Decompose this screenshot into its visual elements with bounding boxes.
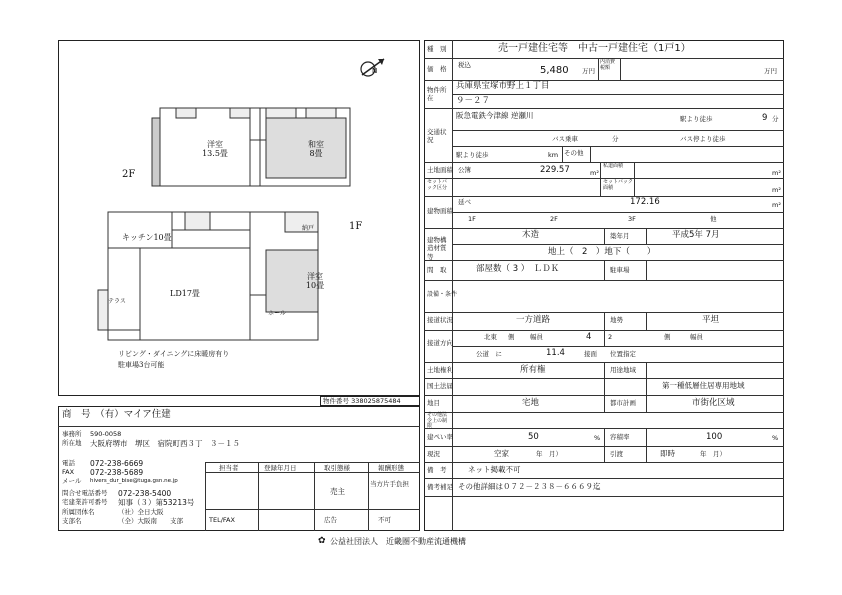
ad-value: 不可 <box>378 516 391 524</box>
setback-area-label: セットバック面積 <box>603 179 633 191</box>
office-zip: 590-0058 <box>90 430 122 438</box>
company-inquiry: 072-238-5400 <box>118 489 172 498</box>
company-assoc: （社）全日大阪 <box>118 508 164 516</box>
assoc-label: 所属団体名 <box>62 508 95 516</box>
bcr-label: 建ぺい率 <box>427 433 453 441</box>
total-floor-value: 172.16 <box>630 197 660 207</box>
company-name: 商 号 （有）マイア住建 <box>62 409 171 420</box>
road-status-value: 一方道路 <box>516 315 551 325</box>
frontage-pos: 2 <box>608 333 613 341</box>
tax-amount-label: 内消費税額 <box>600 59 616 71</box>
license-label: 宅建業許可番号 <box>62 498 108 506</box>
terrace-label: テラス <box>108 298 126 305</box>
phone-label: 電話 <box>62 459 75 467</box>
land-rights-label: 土地権利 <box>427 366 453 374</box>
other-label: その他 <box>564 149 584 157</box>
compass-icon <box>358 55 388 81</box>
far-value: 100 <box>706 432 723 442</box>
delivery-date: 年 月） <box>700 450 726 458</box>
position-label: 位置指定 <box>610 350 636 358</box>
frontage-value: 4 <box>586 332 592 342</box>
road-direction-value: 北東 <box>484 333 497 341</box>
price-value: 5,480 <box>540 65 569 76</box>
land-area-value: 229.57 <box>540 165 570 175</box>
company-email: hivers_dur_bise@tuga.gsn.ne.jp <box>90 478 178 484</box>
branch-label: 支部名 <box>62 517 82 525</box>
email-label: メール <box>62 477 82 485</box>
price-unit: 万円 <box>582 67 595 75</box>
setback-area-unit: m² <box>772 186 781 194</box>
bcr-value: 50 <box>528 432 539 442</box>
company-fax: 072-238-5689 <box>90 468 144 477</box>
topography-label: 地勢 <box>610 316 623 324</box>
footer-organization: 公益社団法人 近畿圏不動産流通機構 <box>330 537 466 546</box>
contact-label: 接面 <box>584 350 597 358</box>
company-branch: （全）大阪南 支部 <box>118 517 183 525</box>
public-record-label: 公簿 <box>458 166 471 174</box>
station-walk-label: 駅より徒歩 <box>456 151 489 159</box>
floor-plan-drawing <box>90 100 363 350</box>
setback-label: セットバック区分 <box>427 179 448 191</box>
address-label: 所在地 <box>62 439 82 447</box>
room-kitchen: キッチン10畳 <box>122 233 172 242</box>
ad-label: 広告 <box>324 516 337 524</box>
layout-value: 部屋数（ 3 ） ＬＤＫ <box>476 264 560 274</box>
address-line-2: ９－２７ <box>456 96 491 106</box>
floor2-area-label: 2F <box>550 215 558 223</box>
total-floor-label: 延べ <box>458 198 471 206</box>
remarks-extra-label: 備考補足 <box>427 483 453 491</box>
private-road-unit: m² <box>772 169 781 177</box>
delivery-label: 引渡 <box>610 450 623 458</box>
reg-label: 登録年月日 <box>264 464 297 472</box>
transport-label: 交通状況 <box>427 128 447 145</box>
city-plan-value: 市街化区域 <box>692 398 735 408</box>
floor1-area-label: 1F <box>468 215 476 223</box>
road-status-label: 接道状況 <box>427 316 453 324</box>
land-area-label: 土地面積 <box>427 166 453 174</box>
land-category-value: 宅地 <box>522 398 540 408</box>
road-direction-label: 接道方向 <box>427 339 453 347</box>
remarks-extra-value: その他詳細は０７２－２３８－６６６９迄 <box>458 482 601 491</box>
type-label: 種 別 <box>427 45 447 53</box>
floor2-label: 2F <box>122 169 136 180</box>
closet-label: 納戸 <box>302 225 315 232</box>
railway-value: 阪急電鉄今津線 逆瀬川 <box>456 111 534 120</box>
room-japanese-2f: 和室 8畳 <box>308 140 324 159</box>
room-ld: LD17畳 <box>170 289 200 298</box>
total-floor-unit: m² <box>772 201 781 209</box>
company-license: 知事（３）第53213号 <box>118 498 195 507</box>
frontage-side: 側 <box>664 333 671 341</box>
road-side-label: 側 <box>508 333 515 341</box>
parking-label: 駐車場 <box>610 266 630 274</box>
delivery-value: 即時 <box>660 449 675 458</box>
remarks-value: ネット掲載不可 <box>468 465 521 474</box>
usage-zone-value: 第一種低層住居専用地域 <box>662 381 745 390</box>
object-number: 物件番号 338025875484 <box>323 397 401 405</box>
tax-amount-unit: 万円 <box>764 67 777 75</box>
bcr-unit: % <box>594 434 601 442</box>
bus-stop-label: バス停より徒歩 <box>680 135 726 143</box>
hall-label: ホール <box>268 310 286 317</box>
deal-label: 取引態様 <box>324 464 350 472</box>
building-area-label: 建物面積 <box>427 207 453 215</box>
floorplan-note-2: 駐車場3台可能 <box>118 361 165 369</box>
inquiry-label: 問合せ電話番号 <box>62 489 108 497</box>
structure-label: 建物構造材質等 <box>427 236 447 261</box>
road-width-label: 幅員 <box>530 333 543 341</box>
location-label: 物件所在 <box>427 86 447 103</box>
person-label: 担当者 <box>219 464 239 472</box>
fee-label: 報酬形態 <box>378 464 404 472</box>
price-label: 価 格 <box>427 65 447 73</box>
land-area-unit: m² <box>590 169 599 177</box>
city-plan-label: 都市計画 <box>610 399 636 407</box>
footer-logo-icon: ✿ <box>318 536 326 546</box>
address-line-1: 兵庫県宝塚市野上１丁目 <box>456 81 550 91</box>
structure-value: 木造 <box>522 230 540 240</box>
phone-fax-label: TEL/FAX <box>209 516 235 524</box>
office-label: 事務所 <box>62 430 82 438</box>
company-address: 大阪府堺市 堺区 宿院町西３丁 ３－１５ <box>90 439 240 448</box>
topography-value: 平坦 <box>702 315 720 325</box>
walk-unit: 分 <box>772 115 779 123</box>
status-date: 年 月） <box>536 450 562 458</box>
far-unit: % <box>772 434 779 442</box>
other-restrictions-label: その他法令上の制限 <box>427 412 448 429</box>
fee-value: 当方片手負担 <box>370 480 409 488</box>
walk-minutes: 9 <box>762 113 768 123</box>
far-label: 容積率 <box>610 433 630 441</box>
other-area-label: 他 <box>710 215 717 223</box>
status-label: 現況 <box>427 450 440 458</box>
public-road-label: 公道 に <box>476 350 502 358</box>
land-law-label: 国土法届 <box>427 382 453 390</box>
equipment-label: 設備・条件 <box>427 291 458 298</box>
frontage-width-label: 幅員 <box>690 333 703 341</box>
company-phone: 072-238-6669 <box>90 459 144 468</box>
deal-value: 売主 <box>330 487 345 496</box>
built-value: 平成5年 7月 <box>672 230 720 240</box>
built-label: 築年月 <box>610 232 630 240</box>
private-road-label: 私道面積 <box>603 163 624 169</box>
usage-zone-label: 用途地域 <box>610 366 636 374</box>
km-label: km <box>548 151 559 159</box>
tax-label: 税込 <box>458 61 471 69</box>
floor3-area-label: 3F <box>628 215 636 223</box>
road-width-value: 11.4 <box>546 348 565 358</box>
listing-title: 売一戸建住宅等 中古一戸建住宅（1戸1） <box>498 43 691 54</box>
floors-value: 地上（ 2 ）地下（ ） <box>548 247 656 257</box>
status-value: 空家 <box>494 449 509 458</box>
fax-label: FAX <box>62 468 75 476</box>
floor1-label: 1F <box>349 221 363 232</box>
bus-min: 分 <box>612 135 619 143</box>
land-category-label: 地目 <box>427 399 440 407</box>
walk-label: 駅より徒歩 <box>680 115 713 123</box>
land-rights-value: 所有権 <box>520 365 546 375</box>
floorplan-note-1: リビング・ダイニングに床暖房有り <box>118 350 230 358</box>
room-western-1f: 洋室 10畳 <box>305 272 325 291</box>
layout-label: 間 取 <box>427 266 447 274</box>
svg-text:N: N <box>372 67 378 75</box>
room-western-2f: 洋室 13.5畳 <box>202 140 228 159</box>
remarks-label: 備 考 <box>427 466 447 474</box>
bus-label: バス乗車 <box>552 135 578 143</box>
